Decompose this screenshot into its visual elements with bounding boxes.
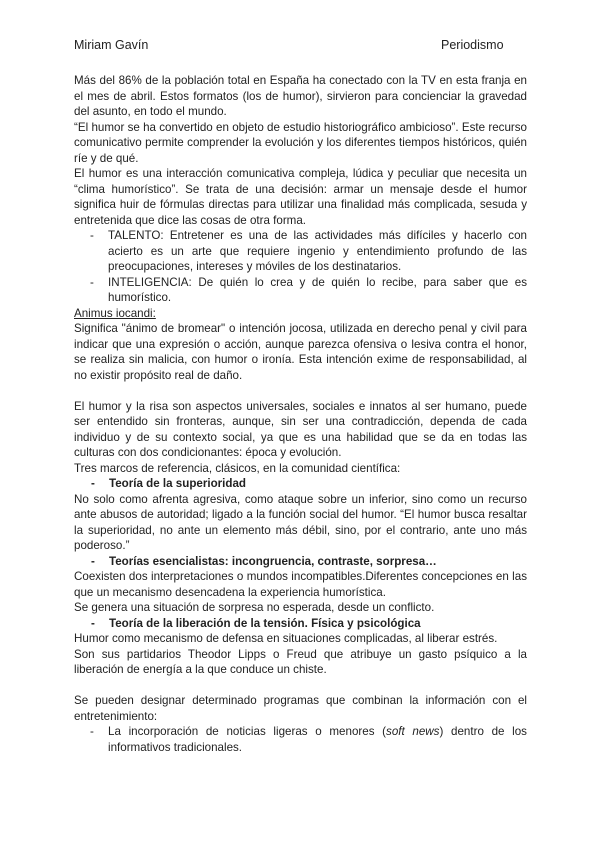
dash-marker: - [91,554,95,568]
blank-line [74,678,527,694]
paragraph-animus: Significa "ánimo de bromear" o intención jocosa, utilizada en derecho penal y civil para indicar que una expresión o acción, aunque parezca ofensiva o lesiva contra el honor, se realiza sin malicia, con humor o ironía. Esta intención exime de responsabilidad, al no existir propósito real de daño. [74,322,527,382]
paragraph-interaction: El humor es una interacción comunicativa compleja, lúdica y peculiar que necesita un “clima humorístico”. Se trata de una decisión: armar un mensaje desde el humor significa huir de fórmulas directas para utilizar una finalidad más complicada, sesuda y entretenida que dice las cosas de otra forma. [74,167,527,227]
paragraph-esencialistas-1: Coexisten dos interpretaciones o mundos incompatibles.Diferentes concepciones en las que un mecanismo desencadena la experiencia humorística. [74,570,527,599]
list-item-text: TALENTO: Entretener es una de las actividades más difíciles y hacerlo con acierto es un arte que requiere ingenio y entendimiento profundo de las preocupaciones, intereses y móviles de los destinatarios. [108,229,527,273]
theory-superioridad-heading [74,476,527,492]
theory-title: Teoría de la superioridad [109,477,247,490]
theory-liberacion-heading [74,616,527,632]
list-item-text: La incorporación de noticias ligeras o menores (soft news) dentro de los informativos tradicionales. [108,725,527,754]
document-body [74,73,527,755]
list-item-inteligencia [74,275,527,306]
paragraph-superioridad: No solo como afrenta agresiva, como ataque sobre un inferior, sino como un recurso ante abusos de autoridad; ligado a la función social del humor. “El humor busca resaltar la superioridad, no ante un elemento más débil, sino, por el contrario, ante uno más poderoso.” [74,492,527,552]
theory-title: Teorías esencialistas: incongruencia, contraste, sorpresa… [109,554,437,568]
paragraph-liberacion-1: Humor como mecanismo de defensa en situaciones complicadas, al liberar estrés. [74,632,498,645]
paragraph-historiographic: “El humor se ha convertido en objeto de estudio historiográfico ambicioso”. Este recurso comunicativo permite comprender la evolución y los diferentes tiempos históricos, quién ríe y de qué. [74,120,527,165]
dash-marker: - [90,275,94,289]
paragraph-universal: El humor y la risa son aspectos universales, sociales e innatos al ser humano, puede ser entendido sin fronteras, aunque, sin ser una contradicción, dependa de cada individuo y de su contexto social, ya que es una habilidad que se da en todas las culturas con dos condicionantes: época y evolución. [74,399,527,459]
animus-heading: Animus iocandi: [74,306,156,320]
blank-line [74,383,527,399]
paragraph-liberacion-2: Son sus partidarios Theodor Lipps o Freud que atribuye un gasto psíquico a la liberación de energía a la que conduce un chiste. [74,647,527,676]
paragraph-programas: Se pueden designar determinado programas que combinan la información con el entretenimiento: [74,694,527,723]
list-item-soft-news [74,724,527,755]
theory-title: Teoría de la liberación de la tensión. Física y psicológica [109,616,421,630]
list-item-text: INTELIGENCIA: De quién lo crea y de quién lo recibe, para saber que es humorístico. [108,275,527,304]
author-name: Miriam Gavín [74,38,149,52]
subject-label: Periodismo [441,38,504,52]
soft-news-term: soft news [386,725,440,738]
paragraph-audience: Más del 86% de la población total en España ha conectado con la TV en esta franja en el mes de abril. Estos formatos (los de humor), sirvieron para concienciar la gravedad del asunto, en todo el mundo. [74,74,527,118]
theory-esencialistas-heading [74,554,527,570]
paragraph-frameworks: Tres marcos de referencia, clásicos, en la comunidad científica: [74,461,401,475]
dash-marker: - [91,616,95,630]
dash-marker: - [90,725,94,738]
dash-marker: - [90,229,94,242]
dash-marker: - [91,477,95,490]
list-item-talento [74,228,527,275]
paragraph-esencialistas-2: Se genera una situación de sorpresa no esperada, desde un conflicto. [74,601,435,614]
